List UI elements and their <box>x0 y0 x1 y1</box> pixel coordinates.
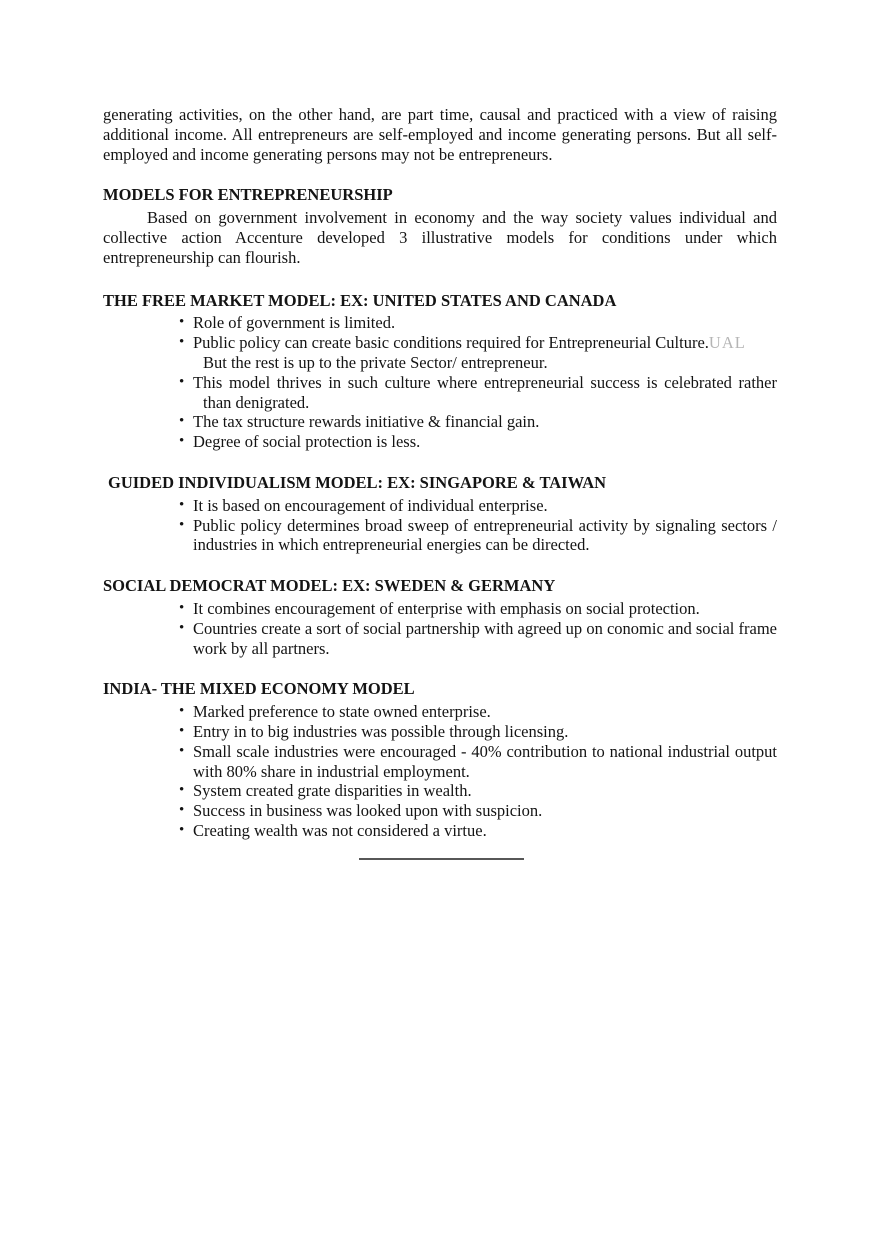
list-item <box>103 722 777 742</box>
divider-line <box>359 858 524 860</box>
bullet-text: The tax structure rewards initiative & financial gain. <box>193 412 540 432</box>
social-democrat-heading: SOCIAL DEMOCRAT MODEL: EX: SWEDEN & GERMANY <box>103 576 556 596</box>
free-market-bullet-list <box>103 313 777 452</box>
models-paragraph: Based on government involvement in economy and the way society values individual and collective action Accenture developed 3 illustrative models for conditions under which entrepreneurship can flourish. <box>103 208 777 267</box>
list-item <box>103 821 777 841</box>
list-item <box>103 412 777 432</box>
list-item <box>103 781 777 801</box>
bullet-text: Role of government is limited. <box>193 313 396 333</box>
bullet-text: Countries create a sort of social partnership with agreed up on conomic and social frame work by all partners. <box>193 618 777 658</box>
intro-paragraph: generating activities, on the other hand, are part time, causal and practiced with a view of raising additional income. All entrepreneurs are self-employed and income generating persons. But all self-employed and income generating persons may not be entrepreneurs. <box>103 105 777 164</box>
list-item <box>103 313 777 333</box>
list-item <box>103 619 777 659</box>
list-item <box>103 599 777 619</box>
ghost-text-artifact: UAL <box>708 333 746 353</box>
section-social-democrat-model <box>103 576 777 658</box>
list-item <box>103 801 777 821</box>
bullet-text: Marked preference to state owned enterprise. <box>193 702 491 722</box>
list-item <box>103 432 777 452</box>
bullet-text: Entry in to big industries was possible through licensing. <box>193 721 569 741</box>
list-item <box>103 516 777 556</box>
bullet-text: This model thrives in such culture where entrepreneurial success is celebrated rather than denigrated. <box>193 372 777 412</box>
bullet-text: Success in business was looked upon with suspicion. <box>193 801 543 821</box>
models-heading: MODELS FOR ENTREPRENEURSHIP <box>103 185 393 205</box>
guided-individualism-heading: GUIDED INDIVIDUALISM MODEL: EX: SINGAPORE & TAIWAN <box>108 472 607 492</box>
section-free-market-model <box>103 291 777 452</box>
bullet-text-continuation: But the rest is up to the private Sector/ entrepreneur. <box>203 352 548 372</box>
section-india-mixed-economy-model <box>103 679 777 840</box>
social-democrat-bullet-list <box>103 599 777 658</box>
bullet-text: Degree of social protection is less. <box>193 432 421 452</box>
section-guided-individualism-model <box>103 473 777 555</box>
guided-individualism-bullet-list <box>103 496 777 555</box>
list-item <box>103 496 777 516</box>
bullet-text: It is based on encouragement of individual enterprise. <box>193 495 548 515</box>
bullet-text: System created grate disparities in wealth. <box>193 781 472 801</box>
bullet-text: Creating wealth was not considered a virtue. <box>193 820 487 840</box>
list-item <box>103 333 777 373</box>
bullet-text: Public policy determines broad sweep of entrepreneurial activity by signaling sectors / industries in which entrepreneurial energies can be directed. <box>193 515 777 555</box>
list-item <box>103 702 777 722</box>
section-models-for-entrepreneurship <box>103 185 777 267</box>
bullet-text: It combines encouragement of enterprise with emphasis on social protection. <box>193 598 700 618</box>
india-bullet-list <box>103 702 777 841</box>
free-market-heading: THE FREE MARKET MODEL: EX: UNITED STATES AND CANADA <box>103 290 617 310</box>
bullet-text: Small scale industries were encouraged - 40% contribution to national industrial output with 80% share in industrial employment. <box>193 741 777 781</box>
list-item <box>103 373 777 413</box>
india-mixed-economy-heading: INDIA- THE MIXED ECONOMY MODEL <box>103 679 415 699</box>
list-item <box>103 742 777 782</box>
bullet-text: Public policy can create basic conditions required for Entrepreneurial Culture. <box>193 333 709 353</box>
